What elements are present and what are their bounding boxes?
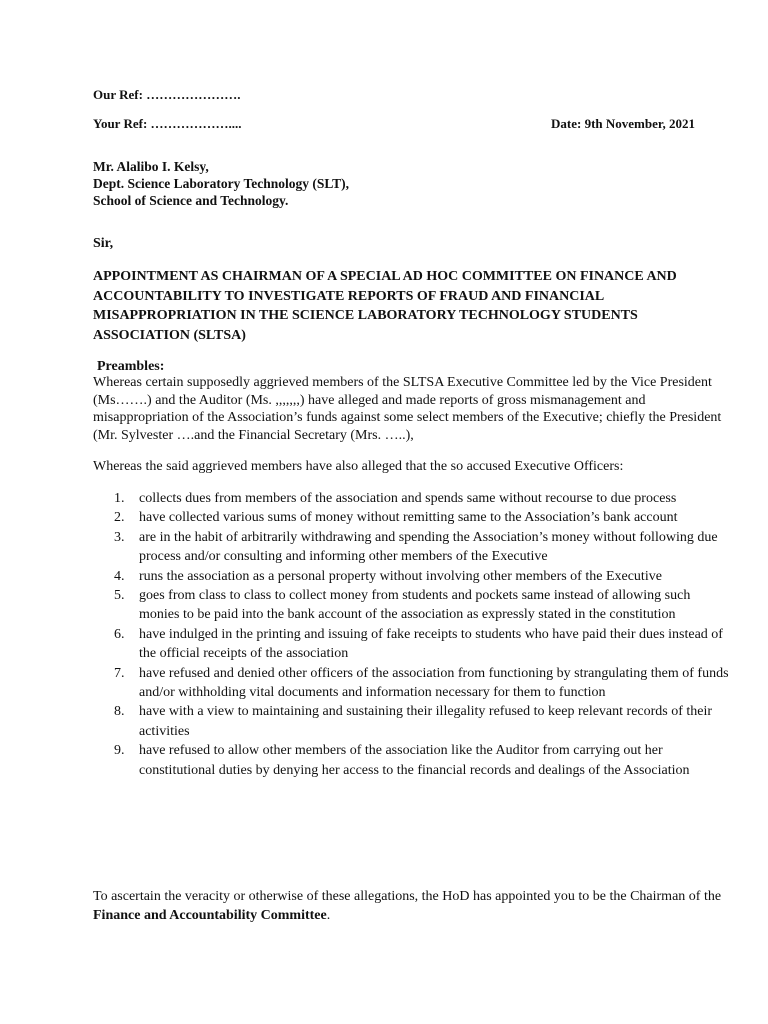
- allegations-list: [93, 489, 733, 780]
- list-item-number: 2.: [114, 510, 125, 526]
- list-item-number: 4.: [114, 568, 125, 584]
- list-item: [93, 741, 733, 780]
- list-item: [93, 625, 733, 664]
- addressee-block: [93, 158, 349, 209]
- list-item: [93, 567, 733, 586]
- list-item: [93, 508, 733, 527]
- closing-text: To ascertain the veracity or otherwise of these allegations, the HoD has appointed you to be the Chairman of the: [93, 889, 722, 904]
- list-item-text: are in the habit of arbitrarily withdrawing and spending the Association’s money without following due process and/or consulting and informing other members of the Executive: [139, 529, 718, 565]
- closing-paragraph: [93, 887, 733, 926]
- letter-date: Date: 9th November, 2021: [551, 116, 695, 131]
- allegations-intro: Whereas the said aggrieved members have also alleged that the so accused Executive Officers:: [93, 459, 624, 474]
- list-item-number: 5.: [114, 588, 125, 604]
- closing-end: .: [326, 908, 331, 924]
- salutation: Sir,: [93, 236, 114, 251]
- list-item-text: have refused to allow other members of the association like the Auditor from carrying out her constitutional duties by denying her access to the financial records and dealings of the Association: [139, 743, 690, 778]
- list-item-number: 8.: [114, 704, 125, 720]
- list-item: [93, 528, 733, 567]
- list-item-text: have refused and denied other officers of the association from functioning by strangulating them of funds and/or withholding vital documents and information necessary for them to function: [139, 665, 729, 701]
- list-item-number: 1.: [114, 491, 125, 506]
- addressee-dept: Dept. Science Laboratory Technology (SLT),: [93, 176, 350, 191]
- list-item-text: goes from class to class to collect money from students and pockets same instead of allowing such monies to be paid into the bank account of the association as expressly stated in the constitution: [139, 588, 691, 623]
- list-item-number: 3.: [114, 529, 125, 545]
- list-item: [93, 489, 733, 508]
- preambles-title: Preambles:: [97, 359, 165, 374]
- subject-heading: APPOINTMENT AS CHAIRMAN OF A SPECIAL AD HOC COMMITTEE ON FINANCE AND ACCOUNTABILITY TO INVESTIGATE REPORTS OF FRAUD AND FINANCIAL MISAPPROPRIATION IN THE SCIENCE LABORATORY TECHNOLOGY STUDENTS ASSOCIATION (SLTSA): [93, 269, 677, 343]
- list-item: [93, 586, 733, 625]
- our-ref: Our Ref: ………………….: [93, 87, 241, 102]
- list-item-number: 9.: [114, 743, 125, 759]
- list-item-text: have with a view to maintaining and sustaining their illegality refused to keep relevant records of their activities: [139, 704, 713, 739]
- addressee-school: School of Science and Technology.: [93, 193, 289, 208]
- addressee-name: Mr. Alalibo I. Kelsy,: [93, 159, 209, 174]
- list-item-text: have indulged in the printing and issuing of fake receipts to students who have paid their dues instead of the official receipts of the association: [139, 626, 723, 662]
- your-ref: Your Ref: ………………....: [93, 116, 242, 131]
- list-item-text: runs the association as a personal property without involving other members of the Executive: [139, 568, 662, 584]
- list-item-text: collects dues from members of the association and spends same without recourse to due process: [139, 491, 677, 506]
- list-item: [93, 664, 733, 703]
- committee-name: Finance and Accountability Committee: [93, 908, 327, 924]
- preambles-text: Whereas certain supposedly aggrieved members of the SLTSA Executive Committee led by the Vice President (Ms…….) and the Auditor (Ms. ,,,,,,,) have alleged and made reports of gross mismanagement and misappropriation of the Association’s funds against some select members of the Executive; chiefly the President (Mr. Sylvester ….and the Financial Secretary (Mrs. …..),: [93, 375, 722, 443]
- list-item: [93, 702, 733, 741]
- list-item-number: 6.: [114, 626, 125, 642]
- list-item-number: 7.: [114, 665, 125, 681]
- list-item-text: have collected various sums of money without remitting same to the Association’s bank account: [139, 510, 678, 526]
